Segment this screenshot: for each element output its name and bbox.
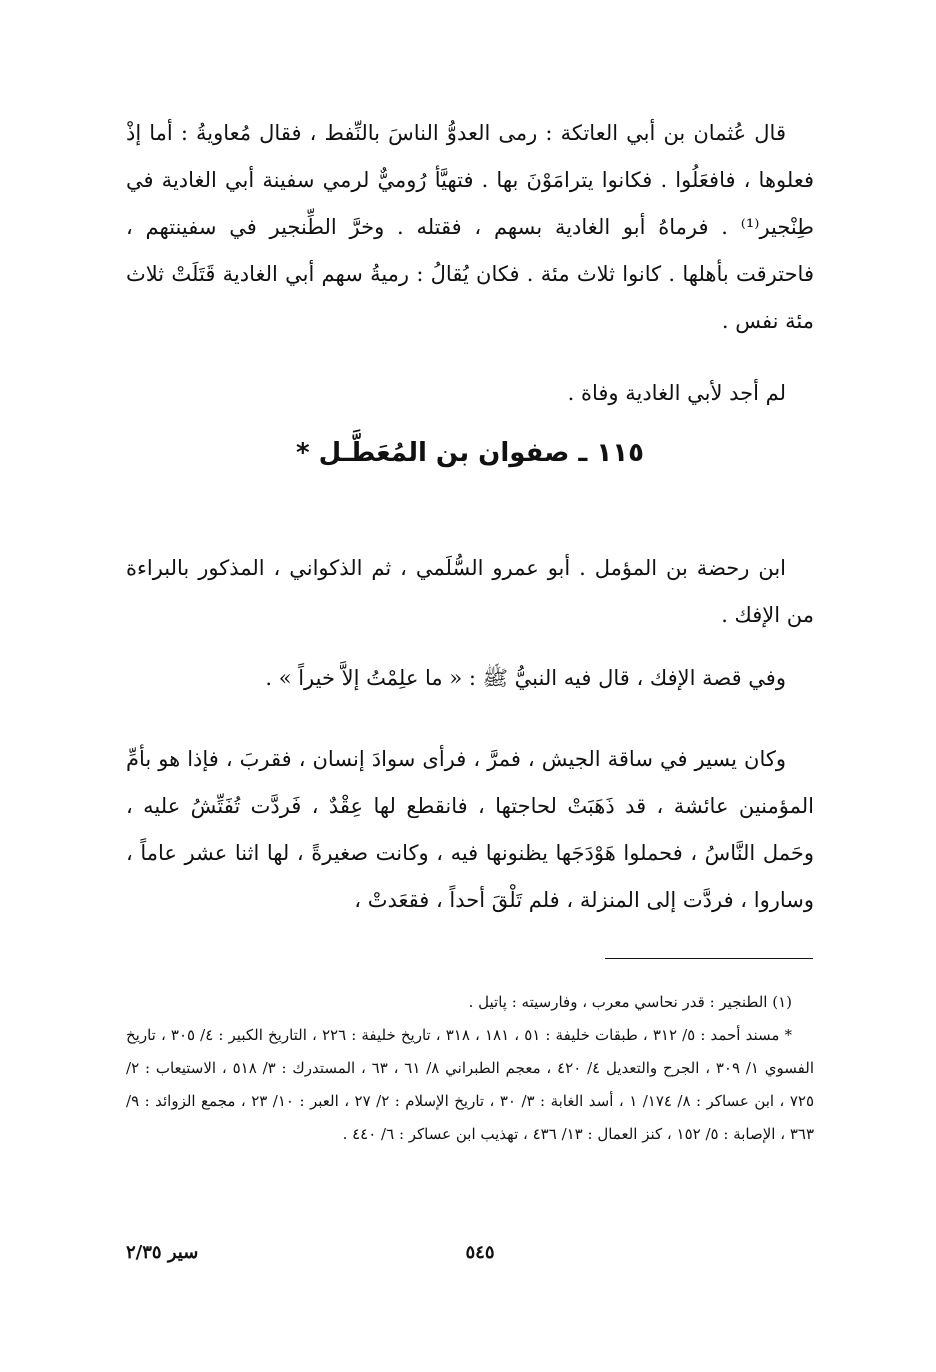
footnote-sources: * مسند أحمد : ٥/ ٣١٢ ، طبقات خليفة : ٥١ ، ١٨١ ، ٣١٨ ، تاريخ خليفة : ٢٢٦ ، التاريخ الكبير : ٤/ ٣٠٥ ، تاريخ الفسوي ١/ ٣٠٩ ، الجرح والتعديل ٤/ ٤٢٠ ، معجم الطبراني ٨/ ٦١ ، ٦٣ ، المستدرك : ٣/ ٥١٨ ، الاستيعاب : ٢/ ٧٢٥ ، ابن عساكر : ٨/ ١٧٤/ ١ ، أسد الغابة : ٣/ ٣٠ ، تاريخ الإسلام : ٢/ ٢٧ ، العبر : ١٠/ ٢٣ ، مجمع الزوائد : ٩/ ٣٦٣ ، الإصابة : ٥/ ١٥٢ ، كنز العمال : ١٣/ ٤٣٦ ، تهذيب ابن عساكر : ٦/ ٤٤٠ . [126, 1026, 815, 1143]
body-paragraph-block [126, 110, 814, 345]
footnote-separator [605, 958, 813, 959]
footnote-tanjir: (١) الطنجير : قدر نحاسي معرب ، وفارسيته : پاتيل . [468, 993, 792, 1011]
body-paragraph-block [126, 655, 814, 702]
printer-signature: سير ٢/٣٥ [126, 1242, 199, 1263]
body-paragraph-block [126, 545, 814, 639]
body-paragraph-block [126, 736, 814, 924]
section-heading: ١١٥ ـ صفوان بن المُعَطَّـل * [296, 438, 644, 468]
paragraph-lineage: ابن رحضة بن المؤمل . أبو عمرو السُّلَمي ، ثم الذكواني ، المذكور بالبراءة من الإفك . [126, 556, 814, 627]
paragraph-naphtha-story: قال عُثمان بن أبي العاتكة : رمى العدوُّ الناسَ بالنِّفط ، فقال مُعاويةُ : أما إذْ فعلوها ، فافعَلُوا . فكانوا يترامَوْنَ بها . فتهيَّأ رُوميٌّ لرمي سفينة أبي الغادية في طِنْجير⁽¹⁾ . فرماهُ أبو الغادية بسهم ، فقتله . وخرَّ الطِّنجير في سفينتهم ، فاحترقت بأهلها . كانوا ثلاث مئة . فكان يُقالُ : رميةُ سهم أبي الغادية قَتَلَتْ ثلاث مئة نفس . [126, 121, 814, 333]
footnotes-section [126, 986, 814, 1151]
body-paragraph-block [126, 370, 814, 417]
paragraph-no-death-date: لم أجد لأبي الغادية وفاة . [567, 381, 786, 405]
page-number: ٥٤٥ [465, 1242, 495, 1263]
paragraph-ifk-quote: وفي قصة الإفك ، قال فيه النبيُّ ﷺ : « ما علِمْتُ إلاَّ خيراً » . [265, 666, 786, 690]
paragraph-army-rear: وكان يسير في ساقة الجيش ، فمرَّ ، فرأى سوادَ إنسان ، فقربَ ، فإذا هو بأمِّ المؤمنين عائشة ، قد ذَهَبَتْ لحاجتها ، فانقطع لها عِقْدٌ ، فَردَّت تُفَتِّشُ عليه ، وحَمل النَّاسُ ، فحملوا هَوْدَجَها يظنونها فيه ، وكانت صغيرةً ، لها اثنا عشر عاماً ، وساروا ، فردَّت إلى المنزلة ، فلم تَلْقَ أحداً ، فقعَدتْ ، [126, 747, 814, 912]
